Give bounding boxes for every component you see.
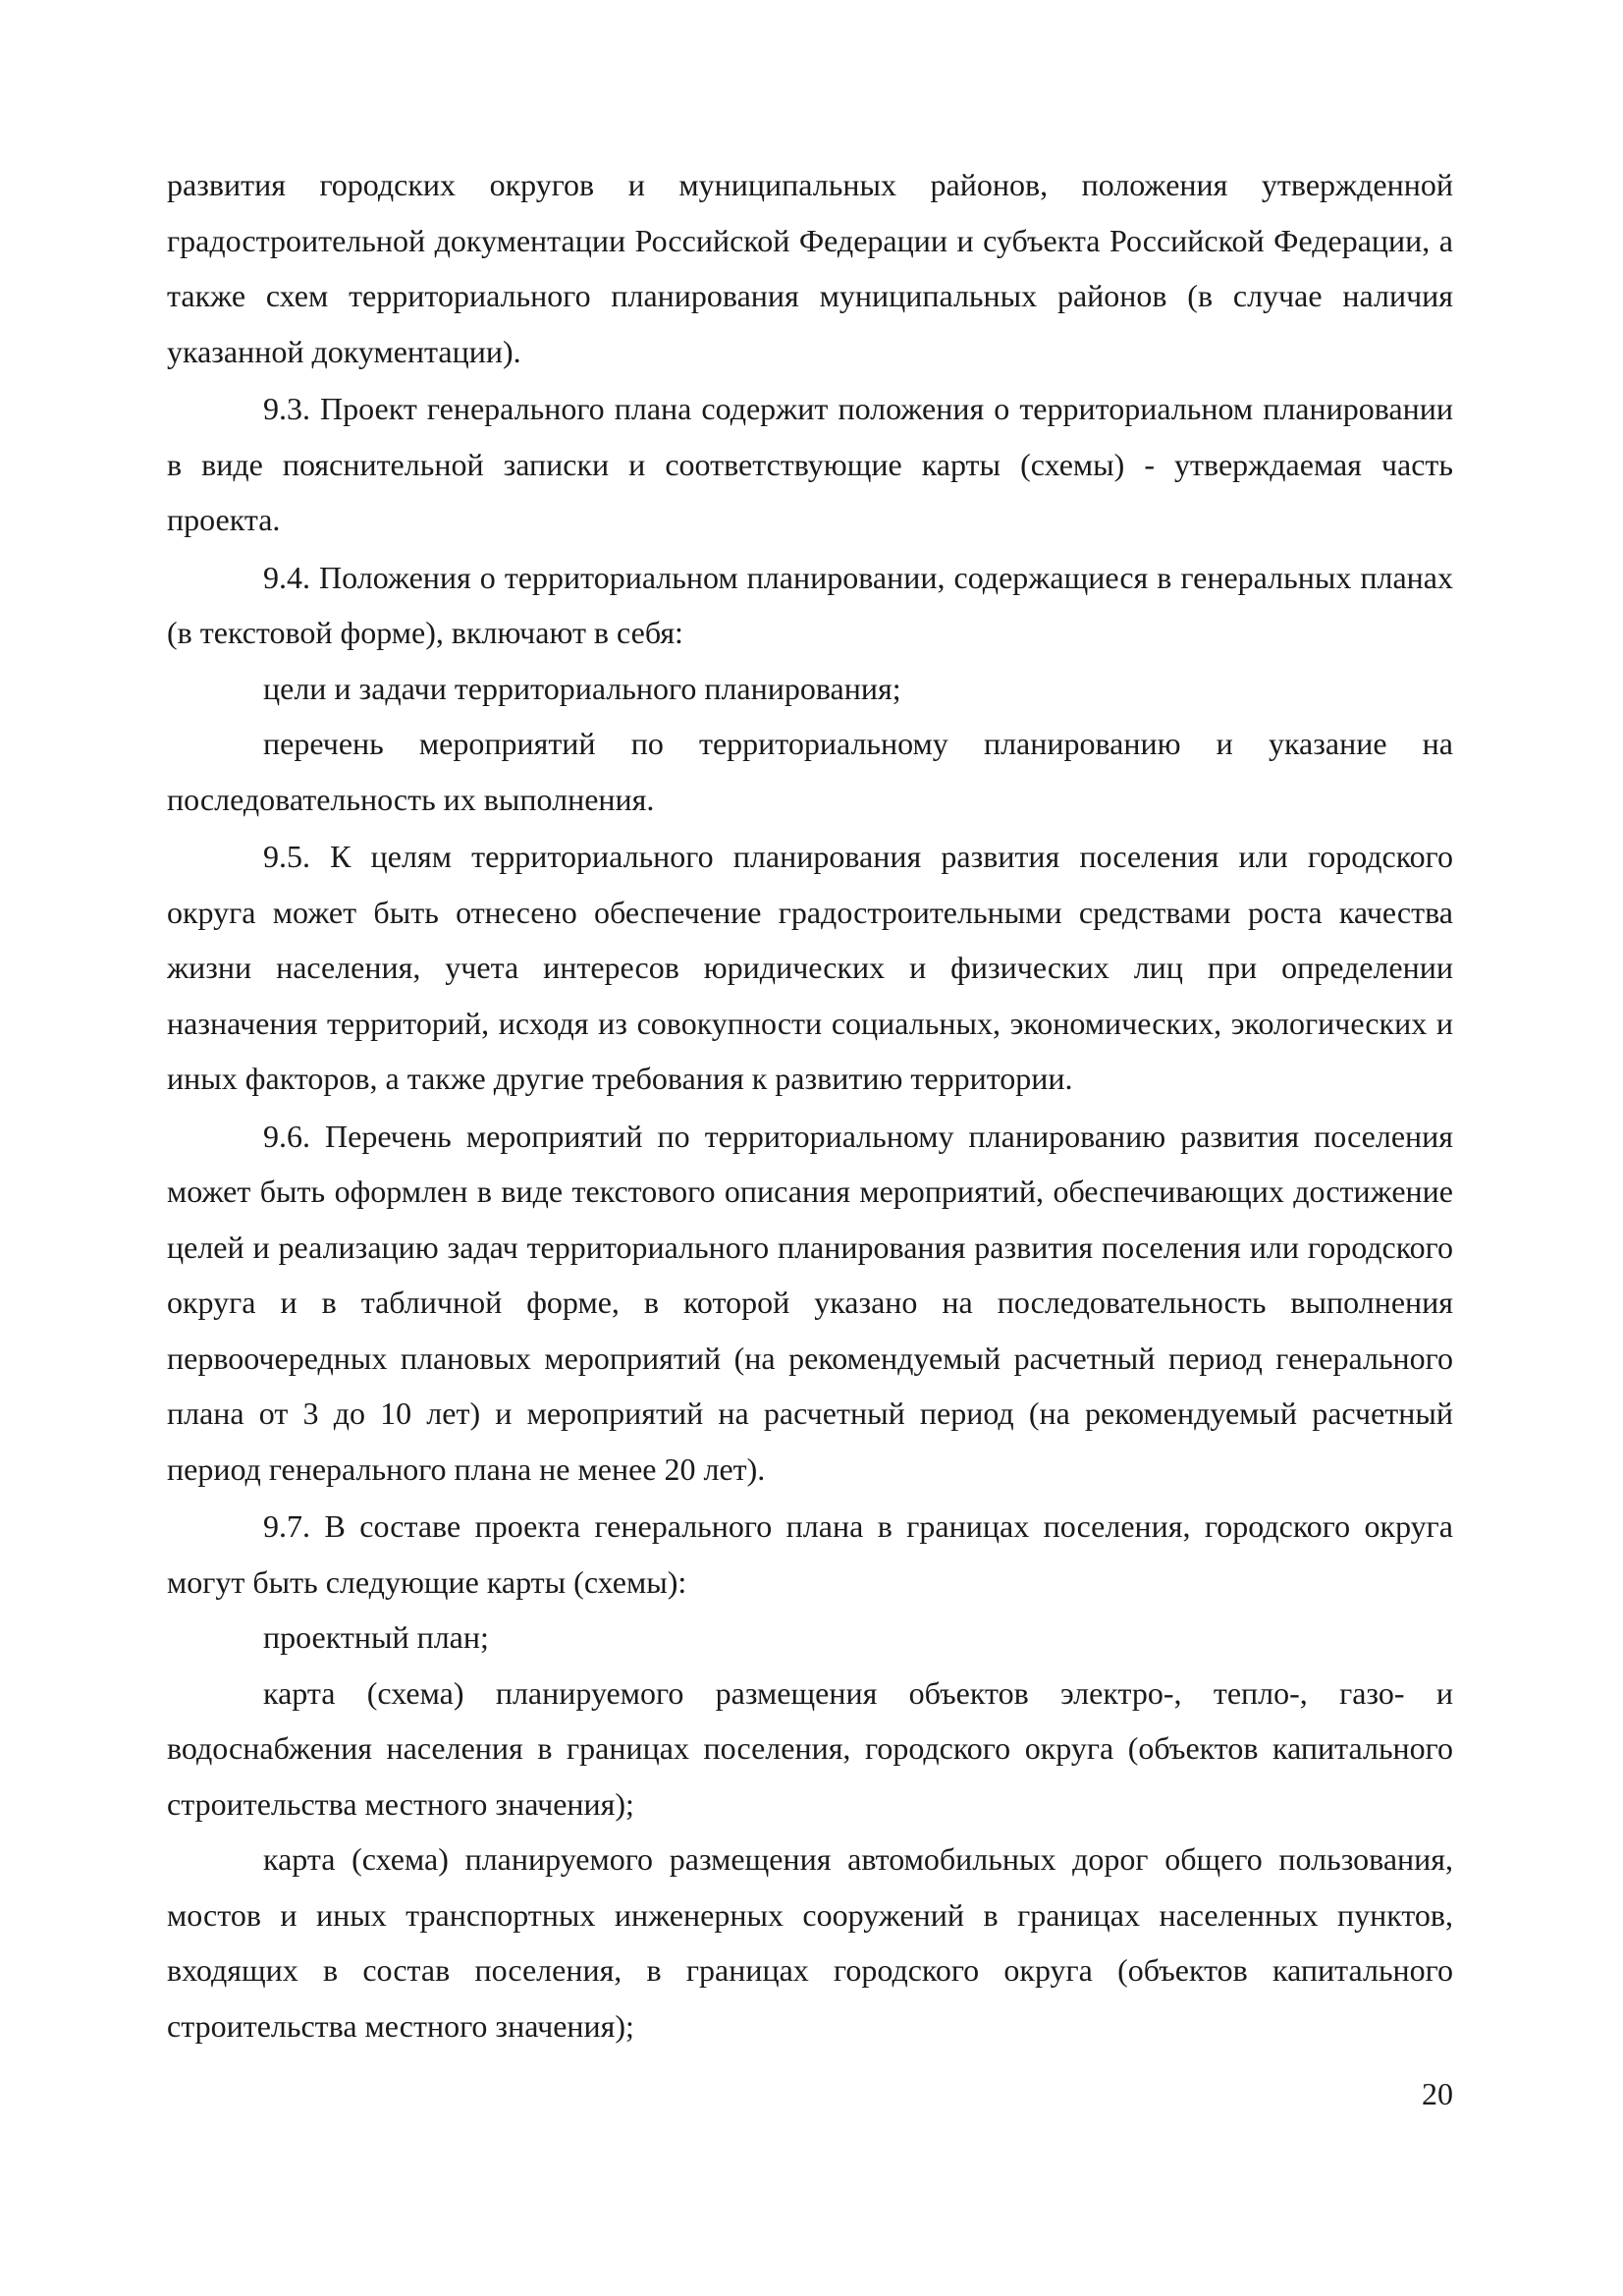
- document-body: [167, 157, 1453, 2053]
- list-item-project-plan: проектный план;: [263, 1619, 489, 1655]
- paragraph-9-6: 9.6. Перечень мероприятий по территориальному планированию развития поселения может быть оформлен в виде текстового описания мероприятий, обеспечивающих достижение целей и реализацию задач территориального планирования развития поселения или городского округа и в табличной форме, в которой указано на последовательность выполнения первоочередных плановых мероприятий (на рекомендуемый расчетный период генерального плана от 3 до 10 лет) и мероприятий на расчетный период (на рекомендуемый расчетный период генерального плана не менее 20 лет).: [167, 1118, 1453, 1487]
- list-item-roads-map: карта (схема) планируемого размещения автомобильных дорог общего пользования, мостов и иных транспортных инженерных сооружений в границах населенных пунктов, входящих в состав поселения, в границах городского округа (объектов капитального строительства местного значения);: [167, 1841, 1453, 2044]
- list-item-utilities-map: карта (схема) планируемого размещения объектов электро-, тепло-, газо- и водоснабжения населения в границах поселения, городского округа (объектов капитального строительства местного значения);: [167, 1674, 1453, 1822]
- list-item-goals: цели и задачи территориального планирования;: [263, 670, 901, 706]
- paragraph-9-7: 9.7. В составе проекта генерального плана в границах поселения, городского округа могут быть следующие карты (схемы):: [167, 1508, 1453, 1600]
- paragraph-continuation: развития городских округов и муниципальных районов, положения утвержденной градостроительной документации Российской Федерации и субъекта Российской Федерации, а также схем территориального планирования муниципальных районов (в случае наличия указанной документации).: [167, 167, 1453, 369]
- list-item-measures: перечень мероприятий по территориальному планированию и указание на последовательность их выполнения.: [167, 726, 1453, 817]
- paragraph-9-5: 9.5. К целям территориального планирования развития поселения или городского округа может быть отнесено обеспечение градостроительными средствами роста качества жизни населения, учета интересов юридических и физических лиц при определении назначения территорий, исходя из совокупности социальных, экономических, экологических и иных факторов, а также другие требования к развитию территории.: [167, 839, 1453, 1096]
- paragraph-9-3: 9.3. Проект генерального плана содержит положения о территориальном планировании в виде пояснительной записки и соответствующие карты (схемы) - утверждаемая часть проекта.: [167, 391, 1453, 537]
- paragraph-9-4: 9.4. Положения о территориальном планировании, содержащиеся в генеральных планах (в текстовой форме), включают в себя:: [167, 559, 1453, 650]
- page-number: 20: [1422, 2076, 1453, 2111]
